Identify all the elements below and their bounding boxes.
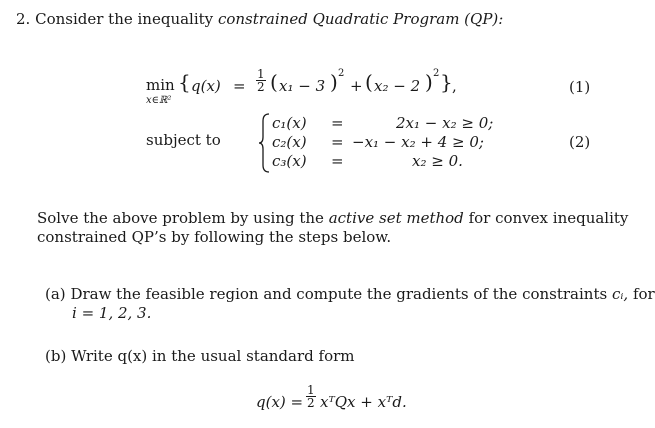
right-curly-brace: } — [440, 70, 453, 94]
constraint-brace — [258, 113, 272, 173]
paren-close-2: ) — [425, 70, 433, 94]
problem-intro-emphasis: constrained Quadratic Program (QP): — [217, 10, 504, 28]
constraint-op-2: = — [331, 133, 344, 151]
standard-form-half — [306, 384, 316, 409]
paren-open-2: ( — [365, 70, 373, 94]
constraint-rhs-3: x₂ ≥ 0. — [412, 152, 463, 170]
half-numerator: 1 — [257, 67, 265, 81]
min-label: min — [146, 76, 175, 94]
part-a-for: for — [632, 285, 655, 303]
part-a-line-1 — [45, 285, 655, 303]
standard-half-numerator: 1 — [307, 383, 315, 397]
min-subscript: x∈ℝ² — [146, 95, 172, 106]
part-a-ci: cᵢ, — [611, 285, 629, 303]
solve-line-1 — [37, 209, 628, 227]
objective-term-2: x₂ − 2 — [374, 77, 421, 95]
constraint-lhs-1: c₁(x) — [272, 114, 307, 132]
objective-comma: , — [452, 77, 457, 95]
objective-plus: + — [350, 77, 363, 95]
part-a-text: Draw the feasible region and compute the gradients of the constraints — [70, 285, 608, 303]
standard-form-lhs: q(x) = — [256, 393, 304, 411]
subject-to-label: subject to — [146, 131, 221, 149]
constraint-lhs-3: c₃(x) — [272, 152, 307, 170]
part-b-label: (b) — [45, 347, 67, 365]
equation-number-1: (1) — [569, 78, 591, 96]
objective-half — [256, 68, 266, 93]
paren-open-1: ( — [270, 70, 278, 94]
square-1: 2 — [338, 68, 345, 79]
problem-heading — [16, 10, 503, 28]
constraint-rhs-1: 2x₁ − x₂ ≥ 0; — [396, 114, 494, 132]
part-a-label: (a) — [45, 285, 66, 303]
solve-line-1-a: Solve the above problem by using the — [37, 209, 324, 227]
constraint-rhs-2: −x₁ − x₂ + 4 ≥ 0; — [352, 133, 484, 151]
part-b-text: Write q(x) in the usual standard form — [71, 347, 355, 365]
constraint-op-1: = — [331, 114, 344, 132]
standard-half-denominator: 2 — [307, 396, 315, 410]
square-2: 2 — [433, 68, 440, 79]
solve-line-2: constrained QP’s by following the steps below. — [37, 228, 392, 246]
constraint-lhs-2: c₂(x) — [272, 133, 307, 151]
constraint-op-3: = — [331, 152, 344, 170]
active-set-method-emphasis: active set method — [328, 209, 464, 227]
solve-line-1-b: for convex inequality — [468, 209, 629, 227]
objective-q: q(x) — [191, 77, 221, 95]
left-curly-brace: { — [178, 70, 191, 94]
paren-close-1: ) — [330, 70, 338, 94]
equation-number-2: (2) — [569, 133, 591, 151]
problem-number: 2. — [16, 10, 31, 28]
part-a-line-2: i = 1, 2, 3. — [72, 304, 152, 322]
part-b-line — [45, 347, 355, 365]
problem-intro: Consider the inequality — [35, 10, 214, 28]
half-denominator: 2 — [257, 80, 265, 94]
standard-form-rhs: xᵀQx + xᵀd. — [320, 393, 407, 411]
objective-term-1: x₁ − 3 — [279, 77, 326, 95]
objective-equals: = — [233, 77, 246, 95]
